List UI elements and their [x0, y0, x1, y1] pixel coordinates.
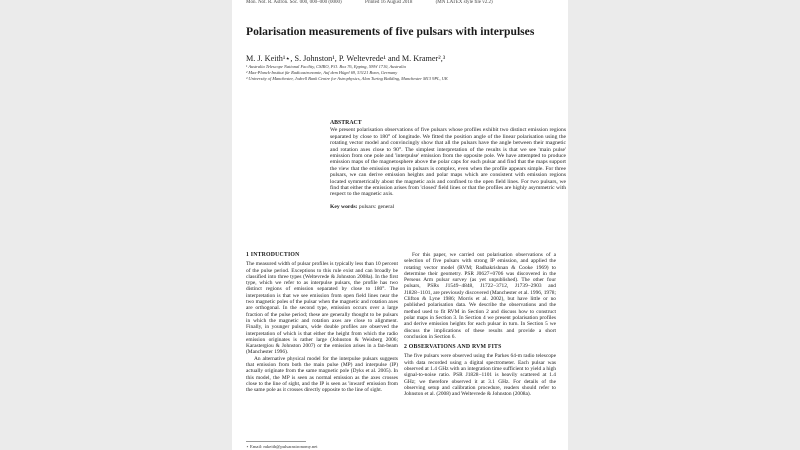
journal-reference: Mon. Not. R. Astron. Soc. 000, 000–000 (0000) [246, 0, 342, 5]
affiliations [246, 64, 566, 82]
intro-paragraph-1: The measured width of pulsar profiles is typically less than 10 percent of the pulse period. Exceptions to this rule exist and can broadly be classified into three types (Weltevrede & Johnston 2008a). In the first type, which we refer to as interpulse pulsars, the profile has two distinct regions of emission separated by close to 180°. The interpretation is that we see emission from open field lines near the two magnetic poles of the pulsar when the magnetic and rotation axes are orthogonal. In the second type, emission occurs over a large fraction of the pulse period; these are generally thought to be pulsars in which the magnetic and rotation axes are close to alignment. Finally, in younger pulsars, wide double profiles are observed the interpretation of which is that either the height from which the radio emission originates is rather large (Johnston & Weisberg 2006; Karastergiou & Johnston 2007) or the emission arises in a fan-beam (Manchester 1996). [246, 261, 398, 356]
keywords-label: Key words: [330, 203, 358, 210]
style-file: (MN LATEX style file v2.2) [435, 0, 493, 5]
abstract-text: We present polarisation observations of five pulsars whose profiles exhibit two distinct emission regions separated by close to 180° of longitude. We fitted the position angle of the linear polarisation using the rotating vector model and convincingly show that all the pulsars have the angle between their magnetic and rotation axes close to 90°. The simplest interpretation of the results is that we see 'main pulse' emission from one pole and 'interpulse' emission from the opposite pole. We have attempted to produce emission maps of the magnetosphere above the polar caps for each pulsar and find that the maps support the view that the emission region in pulsars is complex, even when the profile appears simple. For three pulsars, we can derive emission heights and polar maps which are consistent with emission regions located symmetrically about the magnetic axis and confined to the open field lines. For two pulsars, we find that either the emission arises from 'closed' field lines or that the profiles are highly asymmetric with respect to the magnetic axis. [330, 127, 566, 198]
affiliation-1: ¹ Australia Telescope National Facility, CSIRO, P.O. Box 76, Epping, NSW 1710, Australia [246, 64, 406, 69]
section-introduction-heading: 1 INTRODUCTION [246, 252, 300, 258]
author-list: M. J. Keith¹⋆, S. Johnston¹, P. Weltevrede¹ and M. Kramer²,³ [246, 54, 446, 63]
paper-title: Polarisation measurements of five pulsars with interpulses [246, 25, 535, 38]
intro-paragraph-2: An alternative physical model for the interpulse pulsars suggests that emission from both the main pulse (MP) and interpulse (IP) actually originate from the same magnetic pole (Dyks et al. 2005). In this model, the MP is seen as normal emission as the axes crosses close to the line of sight, and the IP is seen as 'inward' emission from the same pole as it crosses directly opposite to the line of sight. [246, 355, 398, 394]
affiliation-2: ² Max-Planck-Institut für Radioastronomie, Auf dem Hügel 69, 53121 Bonn, Germany [246, 70, 398, 75]
printed-date: Printed 16 August 2018 [364, 0, 413, 5]
abstract [330, 120, 566, 210]
running-head [246, 0, 556, 5]
keywords-value: pulsars: general [358, 203, 395, 210]
abstract-heading: ABSTRACT [330, 120, 362, 126]
right-column [404, 252, 556, 398]
email-footnote: ⋆ Email: mkeith@pulsarastronomy.net [246, 441, 306, 450]
affiliation-3: ³ University of Manchester, Jodrell Bank Centre for Astrophysics, Alan Turing Building, Manchester M13 9PL, UK [246, 76, 448, 81]
keywords [330, 204, 566, 210]
section-observations-heading: 2 OBSERVATIONS AND RVM FITS [404, 344, 502, 351]
intro-paragraph-3: For this paper, we carried out polarisation observations of a selection of five pulsars with strong IP emission, and applied the rotating vector model (RVM; Radhakrishnan & Cooke 1969) to determine their geometry. PSR J0627+0706 was discovered in the Perseus Arm pulsar survey (as yet unpublished). The other four pulsars, PSRs J1549−4848, J1722−3712, J1739−2903 and J1828−1101, are previously discovered (Manchester et al. 1996, 1978; Clifton & Lyne 1986; Morris et al. 2002), but have little or no published polarisation data. We describe the observations and the method used to fit RVM in Section 2 and discuss how to construct polar maps in Section 3. In Section 4 we present polarisation profiles and derive emission heights for each pulsar in turn. In Section 5 we discuss the implications of these results and provide a short conclusion in Section 6. [404, 252, 556, 340]
left-column [246, 252, 398, 394]
paper-page [232, 0, 568, 450]
observations-paragraph: The five pulsars were observed using the Parkes 64-m radio telescope with data recorded using a digital spectrometer. Each pulsar was observed at 1.4 GHz with an integration time sufficient to yield a high signal-to-noise ratio. PSR J1828−1101 is heavily scattered at 1.4 GHz; we therefore observed it at 3.1 GHz. For details of the observing setup and calibration procedure, readers should refer to Johnston et al. (2008) and Weltevrede & Johnston (2008a). [404, 353, 556, 398]
